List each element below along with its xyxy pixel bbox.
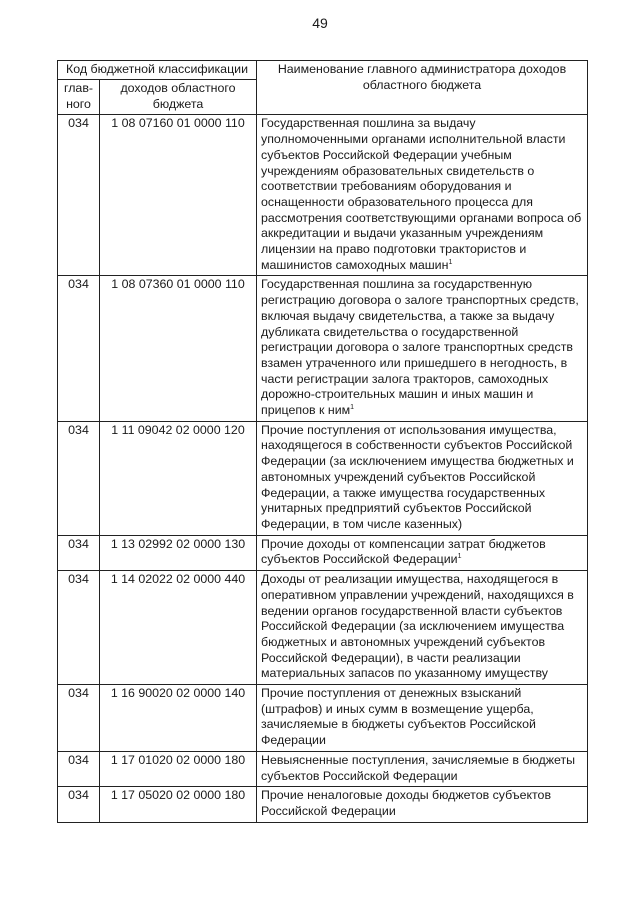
table-row xyxy=(58,276,588,421)
revenue-name: Государственная пошлина за выдачу уполномоченными органами исполнительной власти субъектов Российской Федерации учебным учреждениям образовательных свидетельств о соответствии требованиям оборудования и оснащенности образовательного процесса для рассмотрения соответствующими органами вопроса об аккредитации и выдачи указанным учреждениям лицензии на право подготовки трактористов и машинистов самоходных машин xyxy=(261,116,582,272)
revenue-name: Доходы от реализации имущества, находящегося в оперативном управлении учреждений, находящихся в ведении органов государственной власти субъектов Российской Федерации (за исключением имущества бюджетных и автономных учреждений субъектов Российской Федерации), в части реализации материальных запасов по указанному имуществу xyxy=(261,572,574,681)
table-row xyxy=(58,751,588,786)
revenue-name: Прочие поступления от использования имущества, находящегося в собственности субъектов Российской Федерации (за исключением имущества бюджетных и автономных учреждений субъектов Российской Федерации, а также имущества государственных унитарных предприятий субъектов Российской Федерации, в том числе казенных) xyxy=(261,422,574,531)
footnote-marker: 1 xyxy=(457,553,462,561)
revenue-code: 1 14 02022 02 0000 440 xyxy=(100,571,257,685)
revenue-name-cell xyxy=(257,276,588,421)
table-row xyxy=(58,685,588,752)
revenue-code: 1 16 90020 02 0000 140 xyxy=(100,685,257,752)
revenue-name-cell xyxy=(257,751,588,786)
header-classification-code: Код бюджетной классификации xyxy=(58,61,257,80)
revenue-name: Государственная пошлина за государственную регистрацию договора о залоге транспортных средств, включая выдачу свидетельства, а также за выдачу дубликата свидетельства о государственной регистрации договора о залоге транспортных средств взамен утраченного или пришедшего в негодность, в части регистрации залога тракторов, самоходных дорожно-строительных машин и иных машин и прицепов к ним xyxy=(261,277,579,418)
table-row xyxy=(58,115,588,276)
header-revenue-code: доходов областного бюджета xyxy=(100,80,257,115)
revenue-name: Прочие доходы от компенсации затрат бюджетов субъектов Российской Федерации xyxy=(261,536,546,567)
footnote-marker: 1 xyxy=(350,403,355,411)
revenue-code: 1 08 07360 01 0000 110 xyxy=(100,276,257,421)
revenue-name: Прочие поступления от денежных взысканий (штрафов) и иных сумм в возмещение ущерба, зачисляемые в бюджеты субъектов Российской Федерации xyxy=(261,686,536,748)
revenue-name: Прочие неналоговые доходы бюджетов субъектов Российской Федерации xyxy=(261,788,552,818)
revenue-code: 1 17 05020 02 0000 180 xyxy=(100,787,257,822)
revenue-name-cell xyxy=(257,685,588,752)
table-row xyxy=(58,421,588,535)
table-row xyxy=(58,571,588,685)
revenue-code: 1 11 09042 02 0000 120 xyxy=(100,421,257,535)
revenue-name-cell xyxy=(257,421,588,535)
main-admin-code: 034 xyxy=(58,685,100,752)
main-admin-code: 034 xyxy=(58,535,100,570)
header-main-admin: глав-ного xyxy=(58,80,100,115)
revenue-code: 1 17 01020 02 0000 180 xyxy=(100,751,257,786)
main-admin-code: 034 xyxy=(58,276,100,421)
main-admin-code: 034 xyxy=(58,571,100,685)
revenue-name-cell xyxy=(257,571,588,685)
main-admin-code: 034 xyxy=(58,751,100,786)
table-row xyxy=(58,535,588,570)
revenue-code: 1 08 07160 01 0000 110 xyxy=(100,115,257,276)
revenue-name: Невыясненные поступления, зачисляемые в бюджеты субъектов Российской Федерации xyxy=(261,752,576,783)
revenue-name-cell xyxy=(257,787,588,822)
revenue-name-cell xyxy=(257,115,588,276)
main-admin-code: 034 xyxy=(58,421,100,535)
budget-classification-table xyxy=(57,60,588,823)
table-body xyxy=(58,115,588,822)
page-number: 49 xyxy=(312,15,328,31)
main-admin-code: 034 xyxy=(58,115,100,276)
footnote-marker: 1 xyxy=(448,258,453,266)
revenue-name-cell xyxy=(257,535,588,570)
header-admin-name: Наименование главного администратора доходов областного бюджета xyxy=(257,61,588,115)
header-row-top xyxy=(58,61,588,80)
table-row xyxy=(58,787,588,822)
revenue-code: 1 13 02992 02 0000 130 xyxy=(100,535,257,570)
main-admin-code: 034 xyxy=(58,787,100,822)
